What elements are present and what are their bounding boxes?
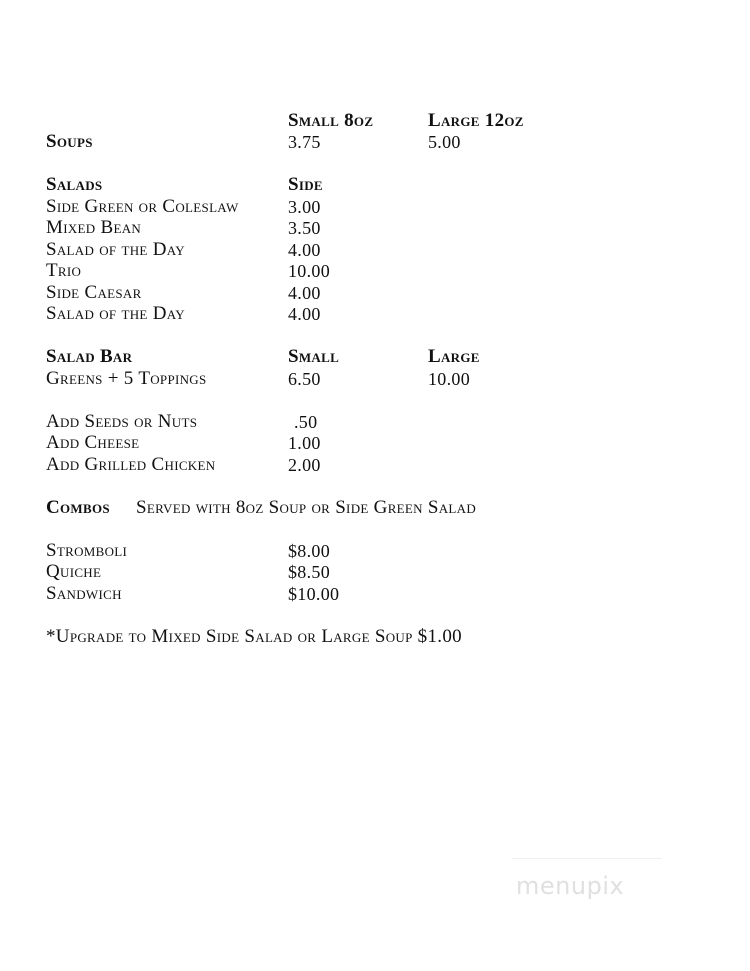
soups-large-header: Large 12oz: [428, 110, 524, 131]
item-name: Trio: [46, 260, 82, 281]
soups-small-header: Small 8oz: [288, 110, 374, 131]
combos-note: Served with 8oz Soup or Side Green Salad: [136, 497, 477, 518]
item-name: Salad of the Day: [46, 303, 185, 324]
addon-item: [0, 432, 750, 454]
menu-item: [0, 303, 750, 325]
salads-label: Salads: [46, 174, 103, 195]
menu-item: [0, 260, 750, 282]
item-price: 4.00: [288, 283, 321, 303]
item-name: Side Green or Coleslaw: [46, 196, 239, 217]
salad-bar-small-header: Small: [288, 346, 340, 367]
combos-label: Combos: [46, 497, 110, 518]
addon-name: Add Cheese: [46, 432, 140, 453]
menu-item: [0, 282, 750, 304]
addon-price: 1.00: [288, 433, 321, 453]
item-name: Mixed Bean: [46, 217, 142, 238]
upgrade-note: *Upgrade to Mixed Side Salad or Large Soup $1.00: [46, 626, 462, 647]
combo-price: $8.50: [288, 562, 330, 582]
soups-row: [0, 131, 750, 153]
menu-item: [0, 217, 750, 239]
soups-small-price: 3.75: [288, 132, 321, 152]
salads-header-row: [0, 174, 750, 196]
menu-item: [0, 196, 750, 218]
menu-item: [0, 239, 750, 261]
combo-item: [0, 561, 750, 583]
menu-item: [0, 368, 750, 390]
combo-name: Sandwich: [46, 583, 122, 604]
item-price: 4.00: [288, 304, 321, 324]
addon-name: Add Grilled Chicken: [46, 454, 216, 475]
soups-large-price: 5.00: [428, 132, 461, 152]
item-price: 3.50: [288, 218, 321, 238]
combo-price: $10.00: [288, 584, 340, 604]
item-name: Salad of the Day: [46, 239, 185, 260]
item-name: Side Caesar: [46, 282, 142, 303]
combo-price: $8.00: [288, 541, 330, 561]
item-price: 4.00: [288, 240, 321, 260]
salads-side-header: Side: [288, 174, 323, 195]
salad-bar-label: Salad Bar: [46, 346, 133, 367]
combo-item: [0, 583, 750, 605]
addon-item: [0, 411, 750, 433]
combo-name: Quiche: [46, 561, 102, 582]
watermark-line: [512, 858, 662, 859]
combo-item: [0, 540, 750, 562]
addon-price: .50: [294, 412, 318, 432]
upgrade-note-row: [0, 626, 750, 648]
item-large-price: 10.00: [428, 369, 470, 389]
watermark-logo: menupix: [516, 872, 625, 900]
addon-item: [0, 454, 750, 476]
item-price: 3.00: [288, 197, 321, 217]
combo-name: Stromboli: [46, 540, 128, 561]
item-price: 10.00: [288, 261, 330, 281]
soups-header-row: [0, 110, 750, 132]
item-small-price: 6.50: [288, 369, 321, 389]
item-name: Greens + 5 Toppings: [46, 368, 207, 389]
soups-label: Soups: [46, 131, 93, 152]
addon-name: Add Seeds or Nuts: [46, 411, 198, 432]
addon-price: 2.00: [288, 455, 321, 475]
salad-bar-header-row: [0, 346, 750, 368]
combos-header-row: [0, 497, 750, 519]
salad-bar-large-header: Large: [428, 346, 480, 367]
